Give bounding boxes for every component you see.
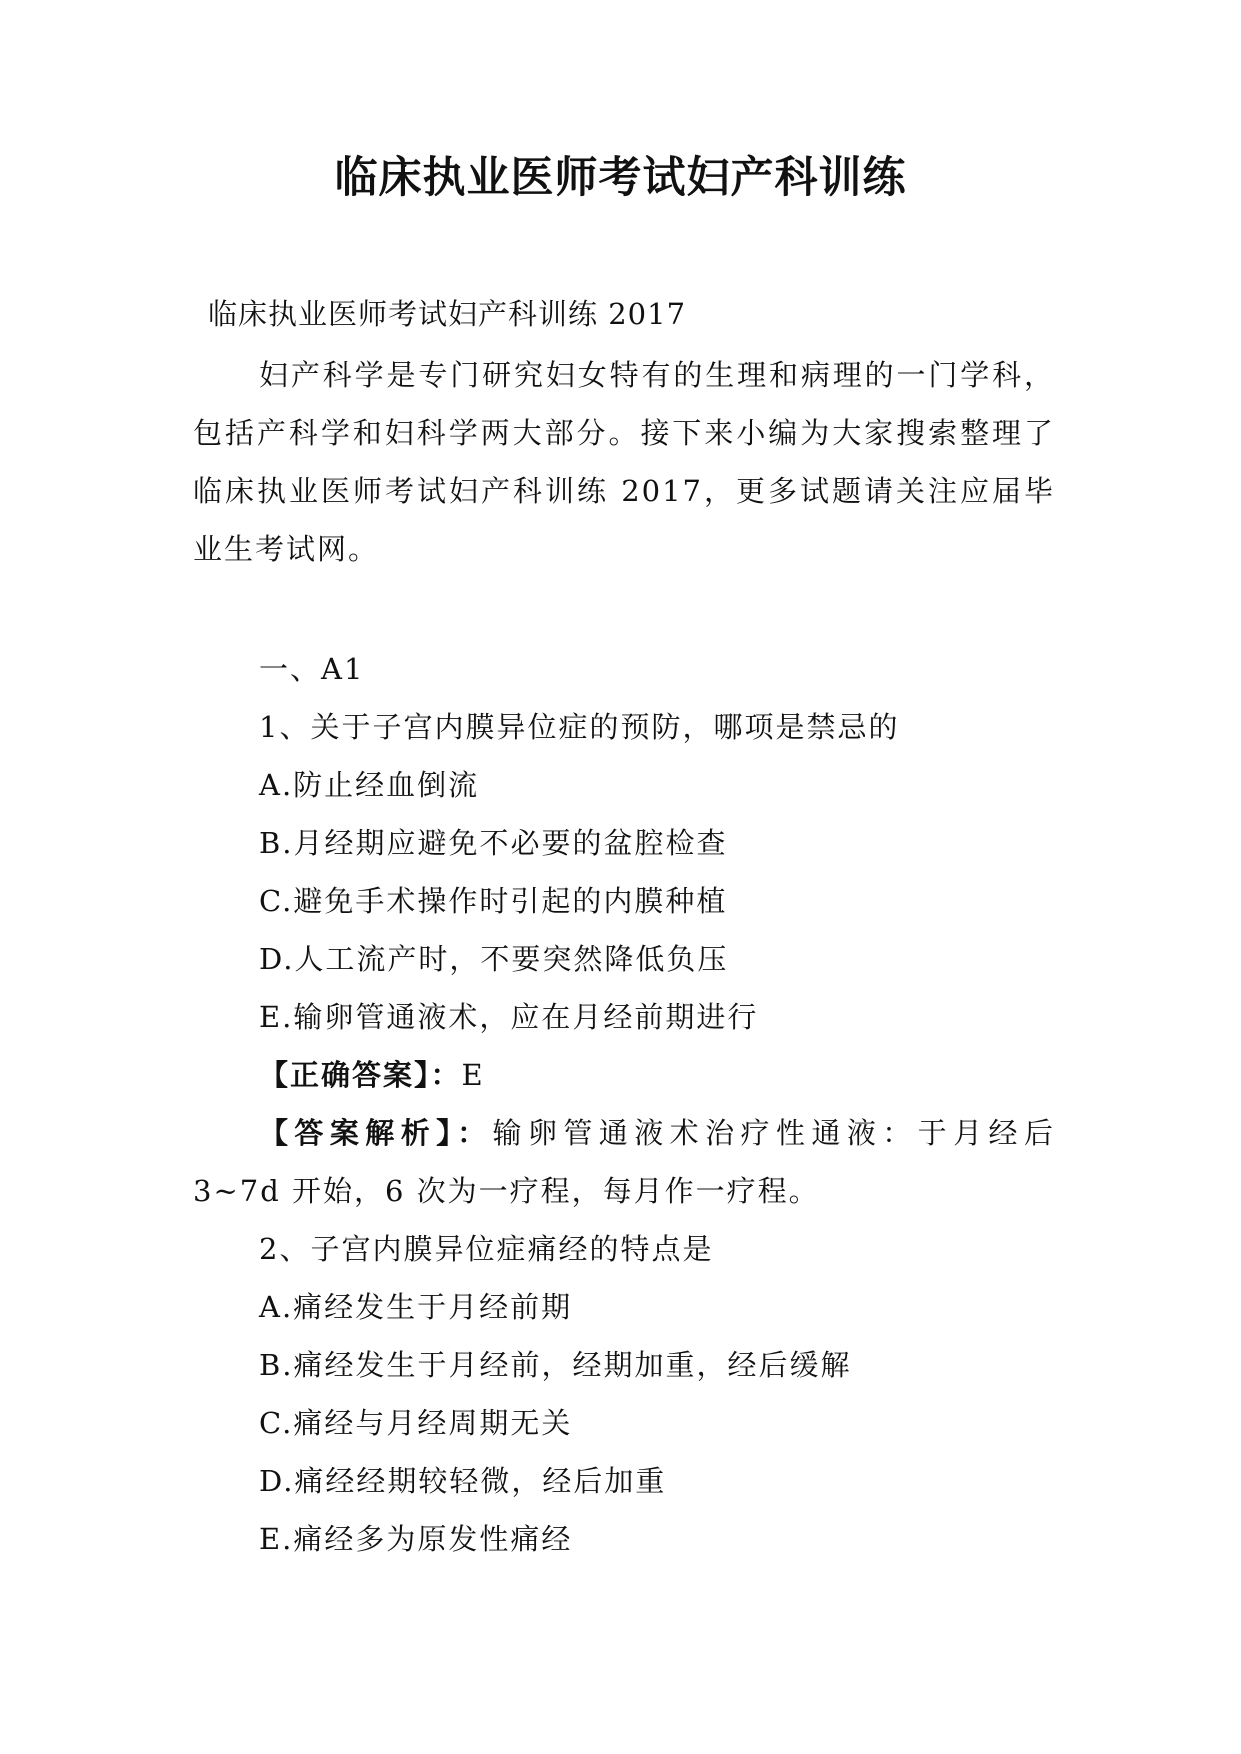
question-section <box>193 640 1055 1568</box>
question-1-answer <box>193 1046 1055 1104</box>
question-1-option-e: E.输卵管通液术，应在月经前期进行 <box>259 1000 759 1034</box>
document-title: 临床执业医师考试妇产科训练 <box>334 153 907 203</box>
question-1-stem: 1、关于子宫内膜异位症的预防，哪项是禁忌的 <box>259 710 900 744</box>
question-2-option-c: C.痛经与月经周期无关 <box>259 1406 573 1440</box>
analysis-label: 【答案解析】： <box>259 1116 493 1150</box>
question-2-option-b: B.痛经发生于月经前，经期加重，经后缓解 <box>259 1348 852 1382</box>
document-subtitle: 临床执业医师考试妇产科训练 2017 <box>208 297 687 331</box>
question-2-option-e: E.痛经多为原发性痛经 <box>259 1522 573 1556</box>
question-1-analysis <box>193 1104 1055 1220</box>
question-1-option-d: D.人工流产时，不要突然降低负压 <box>259 942 729 976</box>
answer-label: 【正确答案】： <box>259 1058 462 1092</box>
answer-value: E <box>461 1058 485 1092</box>
question-2-option-a: A.痛经发生于月经前期 <box>259 1290 573 1324</box>
question-1-option-c: C.避免手术操作时引起的内膜种植 <box>259 884 728 918</box>
question-1-option-a: A.防止经血倒流 <box>259 768 480 802</box>
analysis-text: 输卵管通液术治疗性通液：于月经后 3~7d 开始，6 次为一疗程，每月作一疗程。 <box>193 1116 1055 1208</box>
intro-paragraph: 妇产科学是专门研究妇女特有的生理和病理的一门学科，包括产科学和妇科学两大部分。接下来小编为大家搜索整理了临床执业医师考试妇产科训练 2017，更多试题请关注应届毕业生考试网。 <box>193 358 1055 566</box>
question-2-option-d: D.痛经经期较轻微，经后加重 <box>259 1464 667 1498</box>
section-heading: 一、A1 <box>259 652 365 686</box>
question-1-option-b: B.月经期应避免不必要的盆腔检查 <box>259 826 728 860</box>
question-2-stem: 2、子宫内膜异位症痛经的特点是 <box>259 1232 714 1266</box>
